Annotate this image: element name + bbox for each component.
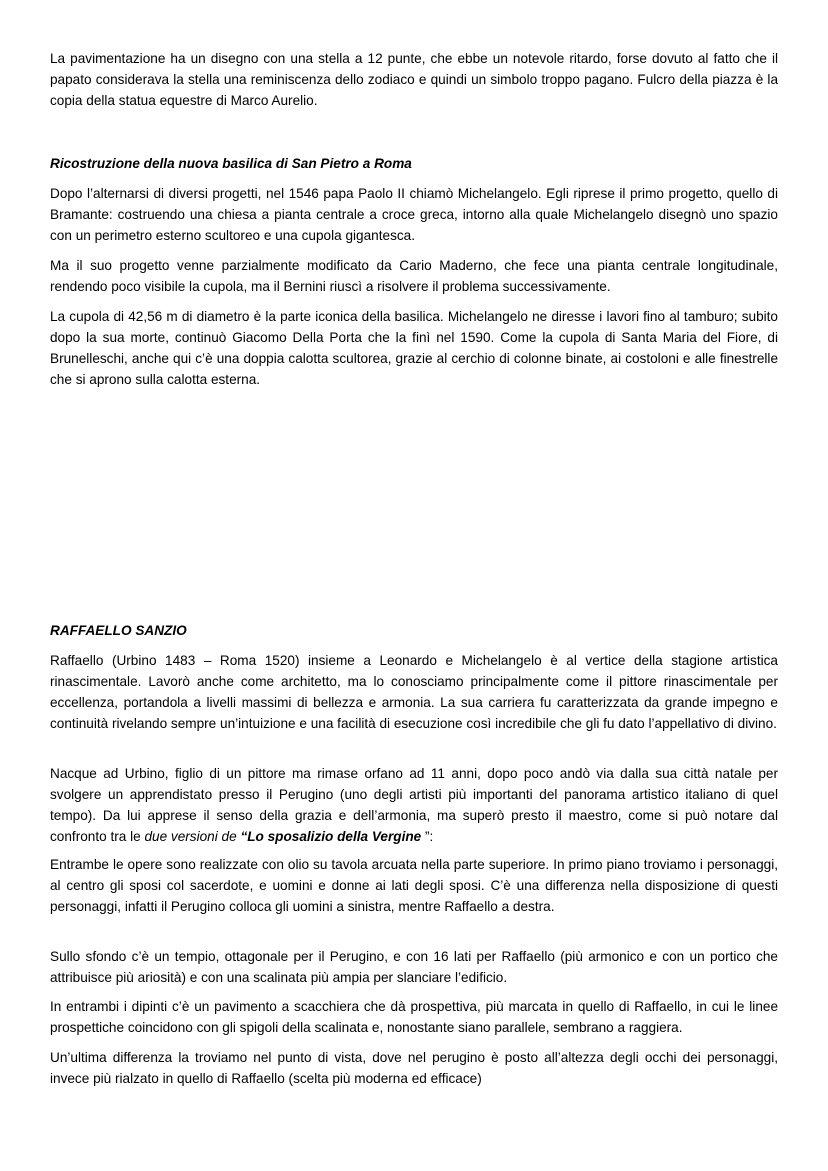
paragraph-opere-confronto	[50, 854, 778, 917]
opere-text-b: C’è una differenza nella disposizione di questi personaggi, infatti il Perugino colloca gli uomini a sinistra, mentre Raffaello a destra.	[50, 878, 778, 914]
paragraph-maderno: Ma il suo progetto venne parzialmente modificato da Cario Maderno, che fece una pianta centrale longitudinale, rendendo poco visibile la cupola, ma il Bernini riuscì a risolvere il problema successivamente.	[50, 258, 778, 294]
formazione-italic: due versioni de	[144, 829, 241, 844]
paragraph-pavimento: In entrambi i dipinti c’è un pavimento a scacchiera che dà prospettiva, più marcata in quello di Raffaello, in cui le linee prospettiche coincidono con gli spigoli della scalinata e, nonostante siano parallele, sembrano a raggiera.	[50, 999, 778, 1035]
paragraph-pavimentazione: La pavimentazione ha un disegno con una stella a 12 punte, che ebbe un notevole ritardo, forse dovuto al fatto che il papato considerava la stella una reminiscenza dello zodiaco e quindi un simbolo troppo pagano. Fulcro della piazza è la copia della statua equestre di Marco Aurelio.	[50, 51, 778, 108]
paragraph-michelangelo-progetto: Dopo l’alternarsi di diversi progetti, nel 1546 papa Paolo II chiamò Michelangelo. Egli riprese il primo progetto, quello di Bramante: costruendo una chiesa a pianta centrale a croce greca, intorno alla quale Michelangelo disegnò uno spazio con un perimetro esterno scultoreo e una cupola gigantesca.	[50, 186, 778, 243]
opere-text-a: Entrambe le opere sono realizzate con olio su tavola arcuata nella parte superiore. In primo piano troviamo i personaggi, al centro gli sposi col sacerdote, e uomini e donne ai lati degli sposi.	[50, 857, 778, 893]
paragraph-raffaello-formazione	[50, 763, 778, 847]
heading-san-pietro: Ricostruzione della nuova basilica di San Pietro a Roma	[50, 156, 412, 171]
paragraph-tempio: Sullo sfondo c’è un tempio, ottagonale per il Perugino, e con 16 lati per Raffaello (più armonico e con un portico che attribuisce più ariosità) e con una scalinata più ampia per slanciare l’edificio.	[50, 949, 778, 985]
heading-raffaello: RAFFAELLO SANZIO	[50, 623, 187, 638]
paragraph-punto-di-vista: Un’ultima differenza la troviamo nel punto di vista, dove nel perugino è posto all’altezza degli occhi dei personaggi, invece più rialzato in quello di Raffaello (scelta più moderna ed efficace)	[50, 1050, 778, 1086]
paragraph-raffaello-intro: Raffaello (Urbino 1483 – Roma 1520) insieme a Leonardo e Michelangelo è al vertice della stagione artistica rinascimentale. Lavorò anche come architetto, ma lo conosciamo principalmente come il pittore rinascimentale per eccellenza, portandola a livelli massimi di bellezza e armonia. La sua carriera fu caratterizzata da grande impegno e continuità rivelando sempre un’intuizione e una facilità di esecuzione così incredibile che gli fu dato l’appellativo di divino.	[50, 653, 778, 731]
formazione-text: Nacque ad Urbino, figlio di un pittore ma rimase orfano ad 11 anni, dopo poco andò via dalla sua città natale per svolgere un apprendistato presso il Perugino (uno degli artisti più importanti del panorama artistico italiano di quel tempo). Da lui apprese il senso della grazia e dell’armonia, ma superò presto il maestro, come si può notare dal confronto tra le	[50, 766, 778, 844]
paragraph-cupola: La cupola di 42,56 m di diametro è la parte iconica della basilica. Michelangelo ne diresse i lavori fino al tamburo; subito dopo la sua morte, continuò Giacomo Della Porta che la finì nel 1590. Come la cupola di Santa Maria del Fiore, di Brunelleschi, anche qui c’è una doppia calotta scultorea, grazie al cerchio di colonne binate, ai costoloni e alle finestrelle che si aprono sulla calotta esterna.	[50, 309, 778, 387]
sposalizio-title: “Lo sposalizio della Vergine	[240, 829, 422, 844]
formazione-end: ”:	[421, 829, 434, 844]
